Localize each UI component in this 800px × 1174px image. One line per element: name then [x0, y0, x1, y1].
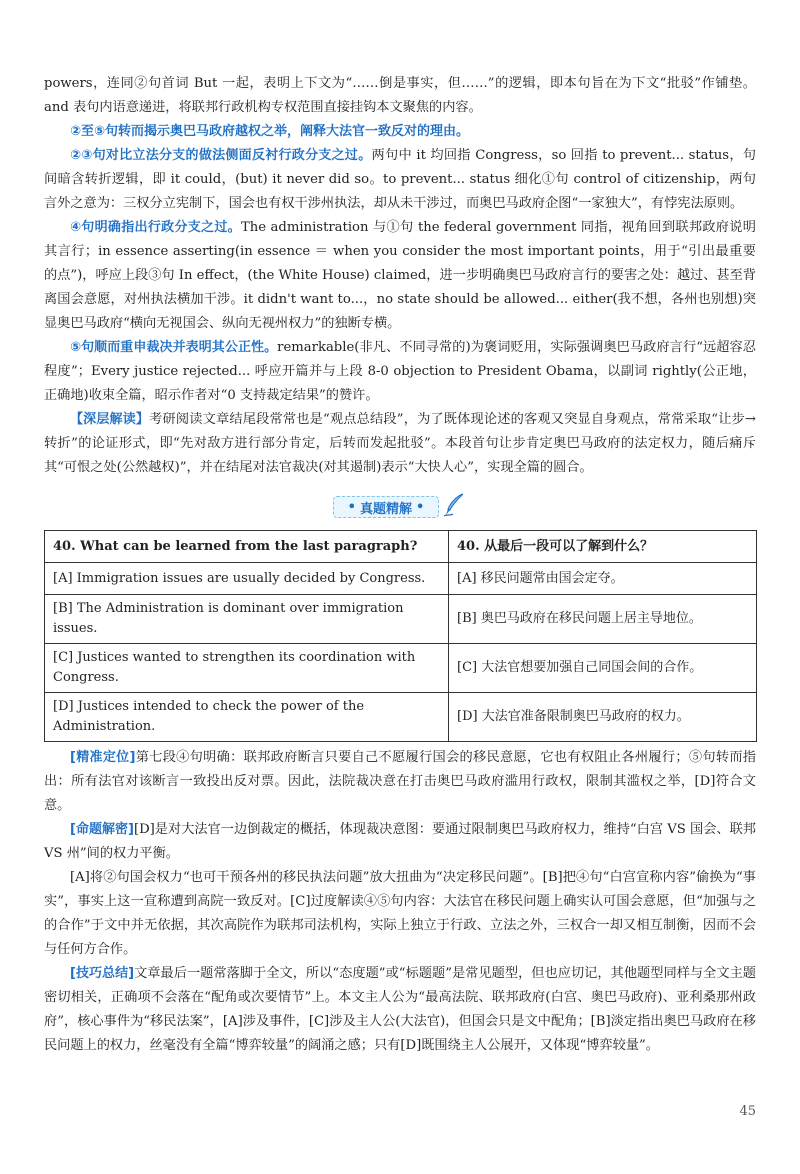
option-row-c	[45, 644, 757, 693]
banner-dot-right: •	[416, 499, 425, 515]
paragraph-6	[44, 408, 756, 480]
paragraph-4-body: The administration 与①句 the federal government 同指，视角回到联邦政府说明其言行；in essence asserting(in essence ＝ when you consider the most important points，用于“引出最重要的点”)，呼应上段③句 In effect，(the White House) claimed，进一步明确奥巴马政府言行的要害之处：越过、甚至背离国会意愿，对州执法横加干涉。it didn't want to...，no state should be allowed... either(我不想，各州也别想)突显奥巴马政府“横向无视国会、纵向无视州权力”的独断专横。	[44, 220, 756, 331]
paragraph-4	[44, 216, 756, 336]
paragraph-10	[44, 962, 756, 1058]
paragraph-5	[44, 336, 756, 408]
paragraph-5-body: remarkable(非凡、不同寻常的)为褒词贬用，实际强调奥巴马政府言行“远超容忍程度”；Every justice rejected... 呼应开篇并与上段 8-0 objection to President Obama，以副词 rightly(公正地，正确地)收束全篇，昭示作者对“0 支持裁定结果”的赞许。	[44, 340, 756, 403]
paragraph-4-heading: ④句明确指出行政分支之过。	[70, 220, 241, 235]
question-en: 40. What can be learned from the last paragraph?	[45, 531, 449, 563]
banner-dot-left: •	[347, 499, 356, 515]
paragraph-1: powers，连同②句首词 But 一起，表明上下文为“……倒是事实，但……”的逻辑，即本句旨在为下文“批驳”作铺垫。and 表句内语意递进，将联邦行政机构专权范围直接挂钩本文聚焦的内容。	[44, 76, 756, 115]
paragraph-3-heading: ②③句对比立法分支的做法侧面反衬行政分支之过。	[70, 148, 372, 163]
option-d-en: [D] Justices intended to check the power of the Administration.	[45, 693, 449, 742]
paragraph-7-body: 第七段④句明确：联邦政府断言只要自己不愿履行国会的移民意愿，它也有权阻止各州履行；⑤句转而指出：所有法官对该断言一致投出反对票。因此，法院裁决意在打击奥巴马政府滥用行政权，限制其滥权之举，[D]符合文意。	[44, 750, 756, 813]
paragraph-8-body: [D]是对大法官一边倒裁定的概括，体现裁决意图：要通过限制奥巴马政府权力，维持“白宫 VS 国会、联邦 VS 州”间的权力平衡。	[44, 822, 756, 861]
page-number: 45	[739, 1104, 756, 1119]
paragraph-2-heading: ②至⑤句转而揭示奥巴马政府越权之举，阐释大法官一致反对的理由。	[70, 124, 470, 139]
option-a-zh: [A] 移民问题常由国会定夺。	[449, 563, 757, 595]
section-banner	[44, 494, 756, 520]
paragraph-2	[44, 120, 756, 144]
option-b-zh: [B] 奥巴马政府在移民问题上居主导地位。	[449, 595, 757, 644]
option-c-en: [C] Justices wanted to strengthen its coordination with Congress.	[45, 644, 449, 693]
paragraph-8	[44, 818, 756, 866]
paragraph-7	[44, 746, 756, 818]
option-a-en: [A] Immigration issues are usually decided by Congress.	[45, 563, 449, 595]
section-banner-title: 真题精解	[359, 501, 412, 517]
option-row-a	[45, 563, 757, 595]
question-table	[44, 530, 757, 742]
paragraph-9: [A]将②句国会权力“也可干预各州的移民执法问题”放大扭曲为“决定移民问题”。[B]把④句“白宫宣称内容”偷换为“事实”，事实上这一宣称遭到高院一致反对。[C]过度解读④⑤句内容：大法官在移民问题上确实认可国会意愿，但“加强与之的合作”于文中并无依据，其次高院作为联邦司法机构，实际上独立于行政、立法之外，三权合一却又相互制衡，因而不会与任何方合作。	[44, 870, 756, 957]
option-row-d	[45, 693, 757, 742]
question-zh: 40. 从最后一段可以了解到什么？	[449, 531, 757, 563]
paragraph-3-body: 两句中 it 均回指 Congress，so 回指 to prevent... status，句间暗含转折逻辑，即 it could，(but) it never did so。to prevent... status 细化①句 control of citizenship，两句言外之意为：三权分立宪制下，国会也有权干涉州执法，却从未干涉过，而奥巴马政府企图“一家独大”，有悖宪法原则。	[44, 148, 756, 211]
skill-summary-tag: [技巧总结]	[70, 966, 135, 981]
option-b-en: [B] The Administration is dominant over immigration issues.	[45, 595, 449, 644]
quill-pen-icon	[441, 492, 467, 522]
deep-reading-tag: 【深层解读】	[70, 412, 150, 427]
option-d-zh: [D] 大法官准备限制奥巴马政府的权力。	[449, 693, 757, 742]
paragraph-5-heading: ⑤句顺而重申裁决并表明其公正性。	[70, 340, 278, 355]
question-decode-tag: [命题解密]	[70, 822, 134, 837]
option-row-b	[45, 595, 757, 644]
precise-location-tag: [精准定位]	[70, 750, 136, 765]
option-c-zh: [C] 大法官想要加强自己同国会间的合作。	[449, 644, 757, 693]
paragraph-3	[44, 144, 756, 216]
question-row	[45, 531, 757, 563]
paragraph-10-body: 文章最后一题常落脚于全文，所以“态度题”或“标题题”是常见题型，但也应切记，其他题型同样与全文主题密切相关，正确项不会落在“配角或次要情节”上。本文主人公为“最高法院、联邦政府(白宫、奥巴马政府)、亚利桑那州政府”，核心事件为“移民法案”，[A]涉及事件，[C]涉及主人公(大法官)，但国会只是文中配角；[B]淡定指出奥巴马政府在移民问题上的权力，丝毫没有全篇“博弈较量”的阔涌之感；只有[D]既围绕主人公展开，又体现“博弈较量”。	[44, 966, 756, 1053]
section-banner-box	[333, 496, 440, 518]
paragraph-6-body: 考研阅读文章结尾段常常也是“观点总结段”，为了既体现论述的客观又突显自身观点，常常采取“让步→转折”的论证形式，即“先对敌方进行部分肯定，后转而发起批驳”。本段首句让步肯定奥巴马政府的法定权力，随后痛斥其“可恨之处(公然越权)”，并在结尾对法官裁决(对其遏制)表示“大快人心”，实现全篇的圆合。	[44, 412, 756, 475]
